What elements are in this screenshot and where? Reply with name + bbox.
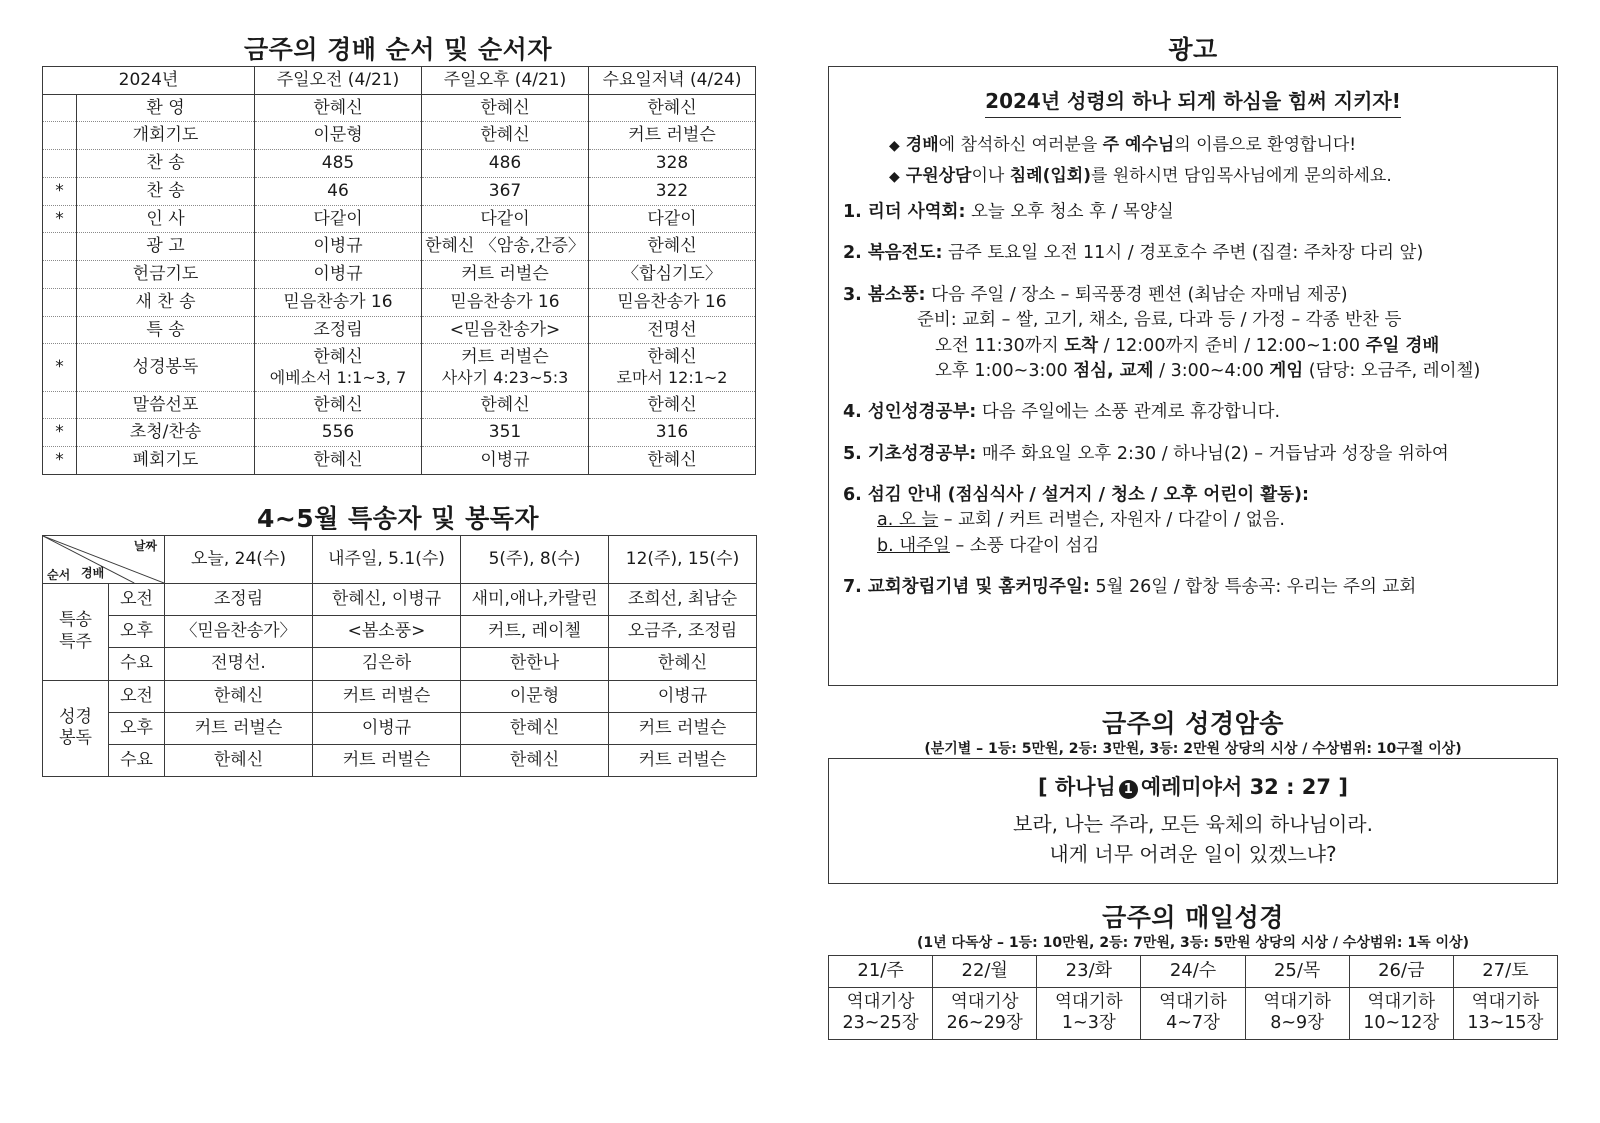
worship-star-3: * xyxy=(43,177,77,205)
worship-table-body xyxy=(43,94,756,474)
daily-chapters-4: 8~9장 xyxy=(1270,1013,1325,1034)
worship-item-12: 폐회기도 xyxy=(77,447,255,475)
worship-service-header-0: 주일오전 (4/21) xyxy=(255,67,422,95)
announcement-item-4 xyxy=(843,442,1543,467)
special-cell-1-2-1: 커트 러벌슨 xyxy=(313,745,461,777)
worship-item-5: 광 고 xyxy=(77,233,255,261)
worship-cell-10-0: 한혜신 xyxy=(255,391,422,419)
worship-cell-8-2: 전명선 xyxy=(589,316,756,344)
memory-verse-section xyxy=(828,704,1558,884)
worship-subcell-9-2: 로마서 12:1~2 xyxy=(616,368,728,388)
worship-year-header: 2024년 xyxy=(43,67,255,95)
worship-star-5 xyxy=(43,233,77,261)
special-cell-1-0-1: 커트 러벌슨 xyxy=(313,680,461,712)
worship-table-header-row xyxy=(43,67,756,95)
table-row xyxy=(43,447,756,475)
worship-cell-7-1: 믿음찬송가 16 xyxy=(422,288,589,316)
table-row xyxy=(43,122,756,150)
special-date-header-0: 오늘, 24(수) xyxy=(165,535,313,583)
worship-item-6: 헌금기도 xyxy=(77,261,255,289)
worship-item-0: 환 영 xyxy=(77,94,255,122)
announcements-bullets xyxy=(843,130,1543,186)
worship-star-1 xyxy=(43,122,77,150)
worship-cell-9-2: 한혜신 로마서 12:1~2 xyxy=(589,344,756,391)
worship-cell-5-0: 이병규 xyxy=(255,233,422,261)
worship-star-12: * xyxy=(43,447,77,475)
announcement-letter-text-5-0: – 교회 / 커트 러벌슨, 자원자 / 다같이 / 없음. xyxy=(938,510,1285,531)
worship-cell-5-2: 한혜신 xyxy=(589,233,756,261)
daily-chapters-5: 10~12장 xyxy=(1363,1013,1440,1034)
announcement-subline-2-2: 오후 1:00~3:00 점심, 교제 / 3:00~4:00 게임 (담당: 오금주, 레이첼) xyxy=(935,360,1481,381)
worship-cell-10-2: 한혜신 xyxy=(589,391,756,419)
special-cell-0-1-2: 커트, 레이첼 xyxy=(461,616,609,648)
announcement-number-0: 1. xyxy=(843,202,862,222)
table-row xyxy=(43,205,756,233)
announcement-key-1: 복음전도: xyxy=(867,243,943,264)
left-column xyxy=(42,30,754,777)
announcement-item-5 xyxy=(843,483,1543,559)
worship-cell-2-1: 486 xyxy=(422,150,589,178)
announcement-key-0: 리더 사역회: xyxy=(867,202,966,222)
special-date-header-1: 내주일, 5.1(수) xyxy=(313,535,461,583)
daily-reading-5 xyxy=(1349,987,1453,1040)
announcement-number-3: 4. xyxy=(843,402,862,423)
special-cell-0-0-2: 새미,애나,카랄린 xyxy=(461,583,609,615)
announcement-main-1 xyxy=(843,241,1543,266)
table-row xyxy=(43,745,757,777)
daily-reading-0 xyxy=(829,987,933,1040)
special-time-0-2: 수요 xyxy=(109,648,165,680)
announcement-item-0 xyxy=(843,200,1543,225)
daily-book-1: 역대기상 xyxy=(950,991,1019,1012)
memory-verse-reference xyxy=(839,771,1547,801)
special-cell-0-0-1: 한혜신, 이병규 xyxy=(313,583,461,615)
special-cell-0-2-1: 김은하 xyxy=(313,648,461,680)
table-row xyxy=(43,344,756,391)
table-row xyxy=(43,94,756,122)
announcement-subline-2-0: 준비: 교회 – 쌀, 고기, 채소, 음료, 다과 등 / 가정 – 각종 반찬 등 xyxy=(917,310,1402,331)
daily-day-header-2: 23/화 xyxy=(1037,956,1141,988)
worship-cell-1-1: 한혜신 xyxy=(422,122,589,150)
daily-chapters-2: 1~3장 xyxy=(1061,1013,1116,1034)
worship-star-6 xyxy=(43,261,77,289)
worship-cell-3-0: 46 xyxy=(255,177,422,205)
announcement-lettered-5-0 xyxy=(843,508,1543,533)
special-group-label-0: 특송 특주 xyxy=(43,583,109,680)
bullet-bold-b-0: 주 예수님 xyxy=(1102,135,1175,155)
worship-item-2: 찬 송 xyxy=(77,150,255,178)
worship-item-1: 개회기도 xyxy=(77,122,255,150)
worship-cell-4-0: 다같이 xyxy=(255,205,422,233)
memory-verse-subtitle: (분기별 – 1등: 5만원, 2등: 3만원, 3등: 2만원 상당의 시상 / 수상범위: 10구절 이상) xyxy=(924,741,1462,757)
special-music-section xyxy=(42,499,754,778)
bullet-text-b-1: 를 원하시면 담임목사님에게 문의하세요. xyxy=(1090,166,1392,186)
announcement-main-3 xyxy=(843,400,1543,425)
worship-item-7: 새 찬 송 xyxy=(77,288,255,316)
worship-item-9: 성경봉독 xyxy=(77,344,255,391)
announcement-item-6 xyxy=(843,575,1543,600)
announcement-letter-label-5-1: b. 내주일 xyxy=(877,535,950,556)
announcement-main-5 xyxy=(843,483,1543,508)
bullet-bold-a-0: 경배 xyxy=(905,135,939,155)
worship-cell-9-1: 커트 러벌슨 사사기 4:23~5:3 xyxy=(422,344,589,391)
worship-cell-0-0: 한혜신 xyxy=(255,94,422,122)
announcement-number-1: 2. xyxy=(843,243,862,264)
special-music-table xyxy=(42,535,757,778)
special-cell-0-1-3: 오금주, 조정림 xyxy=(609,616,757,648)
daily-bible-table xyxy=(828,955,1558,1040)
worship-cell-3-2: 322 xyxy=(589,177,756,205)
announcements-list xyxy=(843,200,1543,601)
daily-chapters-6: 13~15장 xyxy=(1467,1013,1544,1034)
worship-cell-2-2: 328 xyxy=(589,150,756,178)
daily-book-5: 역대기하 xyxy=(1367,991,1436,1012)
memory-verse-title: 금주의 성경암송 xyxy=(1102,709,1284,738)
special-time-1-1: 오후 xyxy=(109,712,165,744)
table-row xyxy=(43,316,756,344)
worship-cell-11-0: 556 xyxy=(255,419,422,447)
worship-subcell-9-0: 에베소서 1:1~3, 7 xyxy=(269,368,407,388)
special-cell-1-0-0: 한혜신 xyxy=(165,680,313,712)
worship-cell-10-1: 한혜신 xyxy=(422,391,589,419)
special-cell-0-1-0: 〈믿음찬송가〉 xyxy=(165,616,313,648)
special-cell-1-0-3: 이병규 xyxy=(609,680,757,712)
table-row xyxy=(43,680,757,712)
worship-item-3: 찬 송 xyxy=(77,177,255,205)
table-row xyxy=(43,391,756,419)
special-header-row xyxy=(43,535,757,583)
special-cell-1-2-3: 커트 러벌슨 xyxy=(609,745,757,777)
worship-order-title: 금주의 경배 순서 및 순서자 xyxy=(244,35,552,64)
announcement-number-6: 7. xyxy=(843,577,862,598)
worship-subcell-9-1: 사사기 4:23~5:3 xyxy=(441,368,569,388)
daily-bible-header-row xyxy=(829,956,1558,988)
verse-ref-close: 예레미야서 32 : 27 ] xyxy=(1140,775,1348,799)
worship-cell-12-2: 한혜신 xyxy=(589,447,756,475)
announcement-main-6 xyxy=(843,575,1543,600)
worship-cell-6-2: 〈합심기도〉 xyxy=(589,261,756,289)
worship-cell-8-0: 조정림 xyxy=(255,316,422,344)
special-group-label-1: 성경 봉독 xyxy=(43,680,109,777)
bullet-text-b-0: 의 이름으로 환영합니다! xyxy=(1174,135,1357,155)
daily-day-header-3: 24/수 xyxy=(1141,956,1245,988)
daily-day-header-1: 22/월 xyxy=(933,956,1037,988)
daily-day-header-5: 26/금 xyxy=(1349,956,1453,988)
daily-bible-subtitle: (1년 다독상 – 1등: 10만원, 2등: 7만원, 3등: 5만원 상당의 시상 / 수상범위: 1독 이상) xyxy=(917,935,1469,951)
special-date-header-2: 5(주), 8(수) xyxy=(461,535,609,583)
special-cell-0-1-1: <봄소풍> xyxy=(313,616,461,648)
special-cell-0-0-0: 조정림 xyxy=(165,583,313,615)
daily-reading-2 xyxy=(1037,987,1141,1040)
table-row xyxy=(43,150,756,178)
announcement-main-4 xyxy=(843,442,1543,467)
worship-cell-0-2: 한혜신 xyxy=(589,94,756,122)
table-row xyxy=(43,583,757,615)
announcement-text-2: 다음 주일 / 장소 – 퇴곡풍경 펜션 (최남순 자매님 제공) xyxy=(925,284,1348,305)
diamond-icon: ◆ xyxy=(889,169,900,185)
special-cell-0-2-0: 전명선. xyxy=(165,648,313,680)
diamond-icon: ◆ xyxy=(889,138,900,154)
daily-chapters-0: 23~25장 xyxy=(842,1013,919,1034)
worship-cell-1-2: 커트 러벌슨 xyxy=(589,122,756,150)
table-row xyxy=(43,616,757,648)
special-time-0-0: 오전 xyxy=(109,583,165,615)
memory-verse-line-0: 보라, 나는 주라, 모든 육체의 하나님이라. xyxy=(1013,812,1373,836)
special-table-body xyxy=(43,583,757,777)
corner-label-date: 날짜 xyxy=(133,538,157,553)
announcement-subline-2-1: 오전 11:30까지 도착 / 12:00까지 준비 / 12:00~1:00 주일 경배 xyxy=(935,335,1440,356)
worship-cell-0-1: 한혜신 xyxy=(422,94,589,122)
memory-verse-box xyxy=(828,758,1558,884)
worship-cell-11-2: 316 xyxy=(589,419,756,447)
daily-book-2: 역대기하 xyxy=(1055,991,1123,1012)
special-cell-1-0-2: 이문형 xyxy=(461,680,609,712)
worship-order-table xyxy=(42,66,756,475)
special-cell-1-1-2: 한혜신 xyxy=(461,712,609,744)
special-cell-0-2-2: 한한나 xyxy=(461,648,609,680)
special-corner-cell xyxy=(43,535,165,583)
daily-chapters-3: 4~7장 xyxy=(1166,1013,1220,1034)
special-cell-0-2-3: 한혜신 xyxy=(609,648,757,680)
announcement-key-3: 성인성경공부: xyxy=(867,402,977,423)
announcements-box xyxy=(828,66,1558,686)
worship-item-10: 말씀선포 xyxy=(77,391,255,419)
table-row xyxy=(43,712,757,744)
special-music-title: 4~5월 특송자 및 봉독자 xyxy=(256,503,540,533)
announcement-text-3: 다음 주일에는 소풍 관계로 휴강합니다. xyxy=(976,402,1281,423)
table-row xyxy=(43,419,756,447)
bullet-text-a-0: 에 참석하신 여러분을 xyxy=(938,135,1103,155)
worship-cell-8-1: <믿음찬송가> xyxy=(422,316,589,344)
announcements-headline: 2024년 성령의 하나 되게 하심을 힘써 지키자! xyxy=(985,85,1401,118)
worship-cell-6-1: 커트 러벌슨 xyxy=(422,261,589,289)
daily-day-header-6: 27/토 xyxy=(1453,956,1557,988)
daily-book-3: 역대기하 xyxy=(1159,991,1227,1012)
daily-reading-1 xyxy=(933,987,1037,1040)
worship-cell-11-1: 351 xyxy=(422,419,589,447)
table-row xyxy=(43,288,756,316)
daily-book-4: 역대기하 xyxy=(1263,991,1331,1012)
worship-star-4: * xyxy=(43,205,77,233)
daily-book-6: 역대기하 xyxy=(1471,991,1540,1012)
announcement-text-6: 5월 26일 / 합창 특송곡: 우리는 주의 교회 xyxy=(1089,577,1417,598)
table-row xyxy=(43,177,756,205)
worship-cell-6-0: 이병규 xyxy=(255,261,422,289)
announcement-bullet-0 xyxy=(889,130,1543,155)
special-cell-0-0-3: 조희선, 최남순 xyxy=(609,583,757,615)
daily-day-header-0: 21/주 xyxy=(829,956,933,988)
announcement-key-4: 기초성경공부: xyxy=(867,443,977,464)
worship-cell-7-2: 믿음찬송가 16 xyxy=(589,288,756,316)
worship-cell-3-1: 367 xyxy=(422,177,589,205)
worship-star-11: * xyxy=(43,419,77,447)
special-cell-1-2-0: 한혜신 xyxy=(165,745,313,777)
special-cell-1-2-2: 한혜신 xyxy=(461,745,609,777)
daily-reading-6 xyxy=(1453,987,1557,1040)
worship-star-2 xyxy=(43,150,77,178)
announcement-text-4: 매주 화요일 오후 2:30 / 하나님(2) – 거듭남과 성장을 위하여 xyxy=(976,443,1449,464)
announcement-number-5: 6. xyxy=(843,485,862,505)
worship-cell-4-1: 다같이 xyxy=(422,205,589,233)
worship-cell-7-0: 믿음찬송가 16 xyxy=(255,288,422,316)
worship-star-8 xyxy=(43,316,77,344)
announcement-letter-label-5-0: a. 오 늘 xyxy=(877,510,939,531)
worship-item-11: 초청/찬송 xyxy=(77,419,255,447)
worship-cell-1-0: 이문형 xyxy=(255,122,422,150)
daily-bible-title: 금주의 매일성경 xyxy=(1102,903,1284,932)
bullet-bold-a-1: 구원상담 xyxy=(905,166,972,186)
worship-cell-4-2: 다같이 xyxy=(589,205,756,233)
corner-label-order: 순서 xyxy=(47,567,71,582)
worship-cell-2-0: 485 xyxy=(255,150,422,178)
worship-cell-12-0: 한혜신 xyxy=(255,447,422,475)
announcement-bullet-1 xyxy=(889,161,1543,186)
announcement-number-2: 3. xyxy=(843,284,862,305)
bullet-bold-b-1: 침례(입회) xyxy=(1009,166,1091,186)
announcement-text-1: 금주 토요일 오전 11시 / 경포호수 주변 (집결: 주차장 다리 앞) xyxy=(942,243,1424,264)
daily-reading-3 xyxy=(1141,987,1245,1040)
announcement-key-2: 봄소풍: xyxy=(867,284,926,305)
worship-item-8: 특 송 xyxy=(77,316,255,344)
daily-reading-4 xyxy=(1245,987,1349,1040)
announcement-number-4: 5. xyxy=(843,443,862,464)
announcement-item-3 xyxy=(843,400,1543,425)
daily-book-0: 역대기상 xyxy=(846,991,915,1012)
verse-number-badge-icon: 1 xyxy=(1119,780,1138,799)
worship-star-7 xyxy=(43,288,77,316)
announcement-letter-text-5-1: – 소풍 다같이 섬김 xyxy=(949,535,1100,556)
worship-star-10 xyxy=(43,391,77,419)
announcement-item-1 xyxy=(843,241,1543,266)
daily-bible-reading-row xyxy=(829,987,1558,1040)
announcement-text-0: 오늘 오후 청소 후 / 목양실 xyxy=(965,202,1174,222)
table-row xyxy=(43,261,756,289)
worship-cell-12-1: 이병규 xyxy=(422,447,589,475)
corner-label-worship: 경배 xyxy=(81,565,105,580)
worship-service-header-1: 주일오후 (4/21) xyxy=(422,67,589,95)
special-cell-1-1-3: 커트 러벌슨 xyxy=(609,712,757,744)
table-row xyxy=(43,233,756,261)
announcement-key-5: 섬김 안내 (점심식사 / 설거지 / 청소 / 오후 어린이 활동): xyxy=(867,485,1310,505)
special-cell-1-1-0: 커트 러벌슨 xyxy=(165,712,313,744)
special-date-header-3: 12(주), 15(수) xyxy=(609,535,757,583)
worship-service-header-2: 수요일저녁 (4/24) xyxy=(589,67,756,95)
bullet-text-a-1: 이나 xyxy=(971,166,1010,186)
table-row xyxy=(43,648,757,680)
special-time-0-1: 오후 xyxy=(109,616,165,648)
announcement-lettered-5-1 xyxy=(843,534,1543,559)
announcements-title: 광고 xyxy=(1168,35,1218,64)
announcement-main-2 xyxy=(843,283,1543,308)
announcement-main-0 xyxy=(843,200,1543,225)
special-time-1-2: 수요 xyxy=(109,745,165,777)
worship-star-9: * xyxy=(43,344,77,391)
special-cell-1-1-1: 이병규 xyxy=(313,712,461,744)
worship-cell-9-0: 한혜신 에베소서 1:1~3, 7 xyxy=(255,344,422,391)
right-column xyxy=(828,30,1558,1040)
special-time-1-0: 오전 xyxy=(109,680,165,712)
worship-star-0 xyxy=(43,94,77,122)
announcement-key-6: 교회창립기념 및 홈커밍주일: xyxy=(867,577,1090,598)
worship-item-4: 인 사 xyxy=(77,205,255,233)
daily-chapters-1: 26~29장 xyxy=(946,1013,1023,1034)
announcement-item-2 xyxy=(843,283,1543,385)
memory-verse-line-1: 내게 너무 어려운 일이 있겠느냐? xyxy=(1049,842,1337,866)
worship-cell-5-1: 한혜신 〈암송,간증〉 xyxy=(422,233,589,261)
daily-bible-section xyxy=(828,898,1558,1040)
verse-ref-open: [ 하나님 xyxy=(1038,775,1116,799)
daily-day-header-4: 25/목 xyxy=(1245,956,1349,988)
